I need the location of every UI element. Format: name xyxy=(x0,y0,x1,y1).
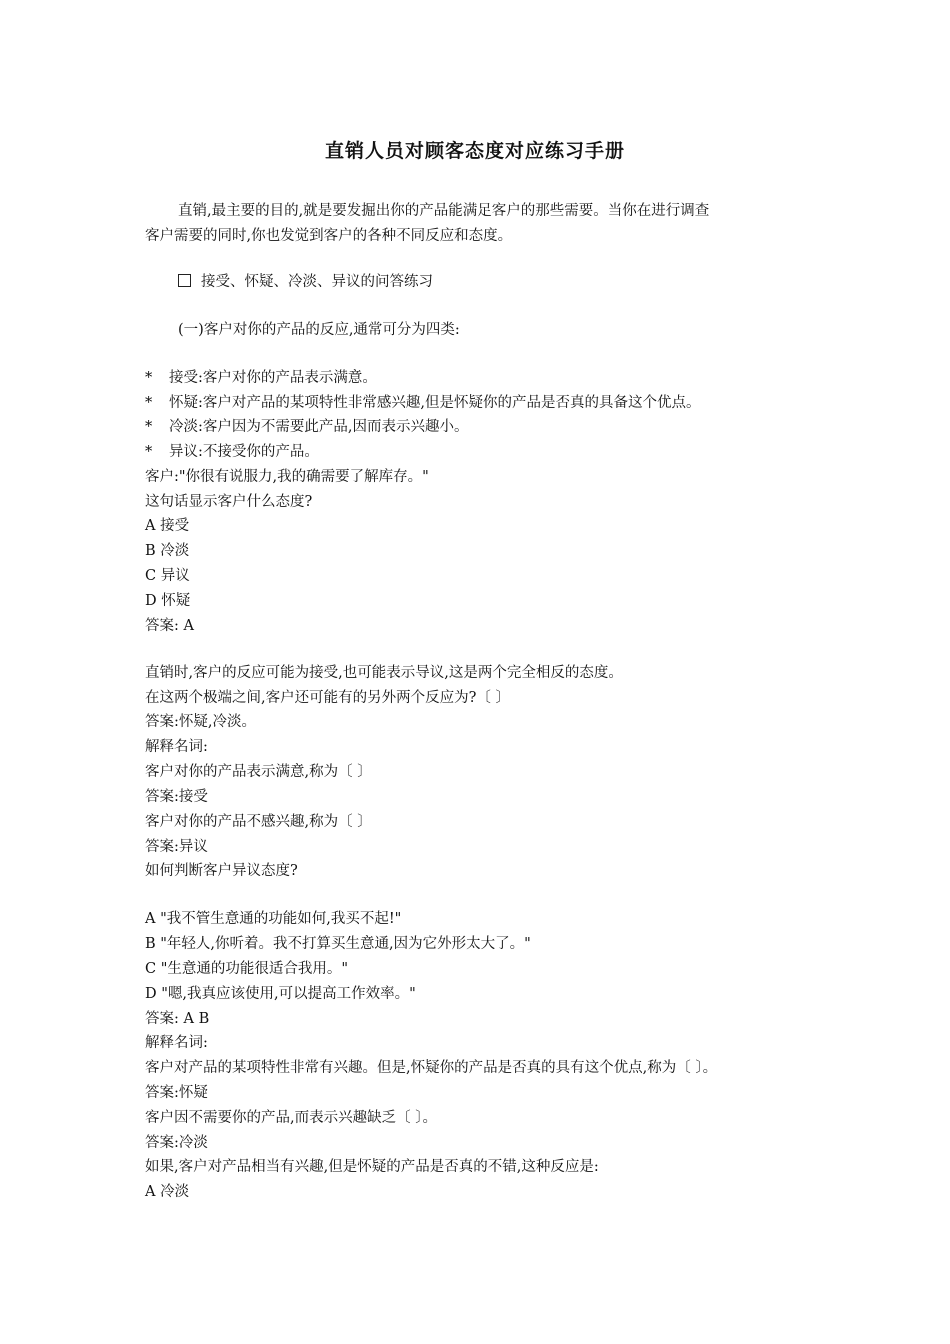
intro-line-1: 直销,最主要的目的,就是要发掘出你的产品能满足客户的那些需要。当你在进行调查 xyxy=(178,203,710,219)
text-line: 客户:"你很有说服力,我的确需要了解库存。" xyxy=(145,469,429,485)
text-line: 如果,客户对产品相当有兴趣,但是怀疑的产品是否真的不错,这种反应是: xyxy=(145,1159,599,1175)
text-line: C "生意通的功能很适合我用。" xyxy=(145,961,349,977)
text-line: C 异议 xyxy=(145,568,190,584)
text-line: B 冷淡 xyxy=(145,543,190,559)
intro-line-2: 客户需要的同时,你也发觉到客户的各种不同反应和态度。 xyxy=(145,228,513,244)
bullet-item: * 冷淡:客户因为不需要此产品,因而表示兴趣小。 xyxy=(145,415,469,440)
text-line: 解释名词: xyxy=(145,739,208,755)
section-heading-text: 接受、怀疑、冷淡、异议的问答练习 xyxy=(201,274,433,290)
text-line: 答案:怀疑 xyxy=(145,1085,208,1101)
text-line: 答案:怀疑,冷淡。 xyxy=(145,714,256,730)
text-line: 解释名词: xyxy=(145,1035,208,1051)
bullet-star-icon: * xyxy=(145,370,153,386)
bullet-star-icon: * xyxy=(145,395,153,411)
text-line: 客户对产品的某项特性非常有兴趣。但是,怀疑你的产品是否真的具有这个优点,称为〔 〕。 xyxy=(145,1060,718,1076)
text-line: 答案: A xyxy=(145,618,194,634)
text-line: 在这两个极端之间,客户还可能有的另外两个反应为?〔 〕 xyxy=(145,690,510,706)
text-line: D 怀疑 xyxy=(145,593,191,609)
bullet-item: * 接受:客户对你的产品表示满意。 xyxy=(145,366,377,391)
text-line: 直销时,客户的反应可能为接受,也可能表示导议,这是两个完全相反的态度。 xyxy=(145,665,623,681)
bullet-item: * 异议:不接受你的产品。 xyxy=(145,440,319,465)
text-line: 客户对你的产品不感兴趣,称为〔 〕 xyxy=(145,814,372,830)
text-line: 客户对你的产品表示满意,称为〔 〕 xyxy=(145,764,372,780)
text-line: D "嗯,我真应该使用,可以提高工作效率。" xyxy=(145,986,416,1002)
text-line: 答案:接受 xyxy=(145,789,208,805)
text-line: A 冷淡 xyxy=(145,1184,190,1200)
text-line: B "年轻人,你听着。我不打算买生意通,因为它外形太大了。" xyxy=(145,936,531,952)
subsection-heading: (一)客户对你的产品的反应,通常可分为四类: xyxy=(178,322,460,338)
text-line: 答案:异议 xyxy=(145,839,208,855)
section-heading xyxy=(178,270,433,295)
text-line: A 接受 xyxy=(145,518,190,534)
checkbox-icon xyxy=(178,274,191,287)
bullet-star-icon: * xyxy=(145,444,153,460)
text-line: 这句话显示客户什么态度? xyxy=(145,494,313,510)
text-line: 客户因不需要你的产品,而表示兴趣缺乏〔 〕。 xyxy=(145,1110,437,1126)
text-line: 如何判断客户异议态度? xyxy=(145,863,298,879)
bullet-item: * 怀疑:客户对产品的某项特性非常感兴趣,但是怀疑你的产品是否真的具备这个优点。 xyxy=(145,391,701,416)
document-title: 直销人员对顾客态度对应练习手册 xyxy=(324,140,625,162)
text-line: 答案:冷淡 xyxy=(145,1135,208,1151)
text-line: 答案: A B xyxy=(145,1011,210,1027)
intro-paragraph xyxy=(145,199,709,249)
text-line: A "我不管生意通的功能如何,我买不起!" xyxy=(145,911,402,927)
bullet-star-icon: * xyxy=(145,419,153,435)
